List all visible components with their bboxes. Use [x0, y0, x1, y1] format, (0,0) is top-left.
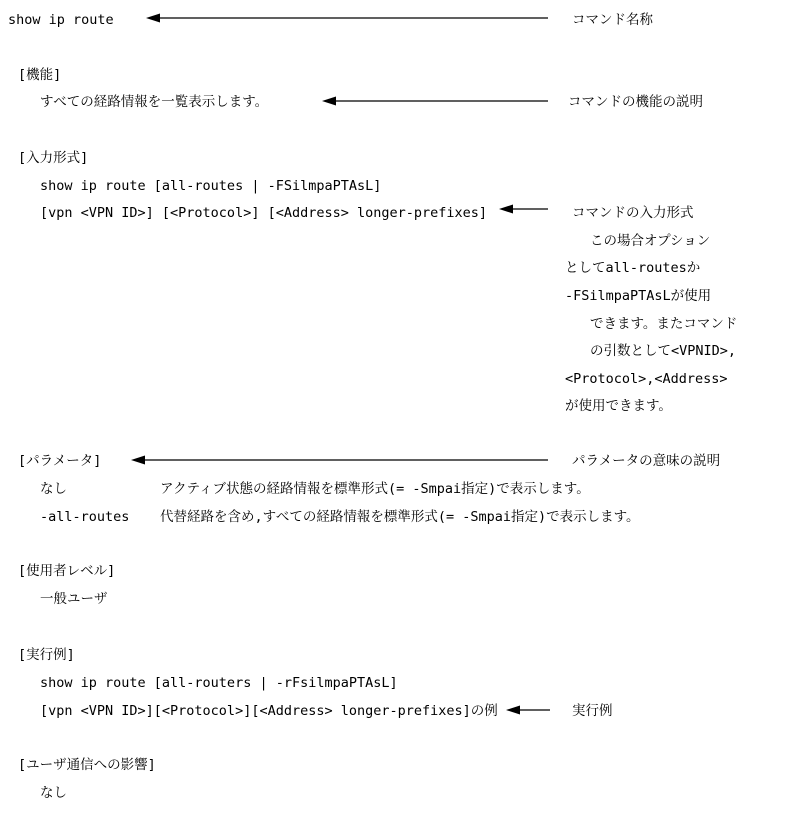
- impact-text: なし: [40, 785, 67, 801]
- input-line-2: [vpn <VPN ID>] [<Protocol>] [<Address> longer-prefixes]: [40, 205, 488, 221]
- input-note-line: が使用できます。: [565, 398, 672, 414]
- label-parameter-meaning: パラメータの意味の説明: [572, 453, 721, 469]
- heading-input-format: [入力形式]: [18, 150, 89, 166]
- command-title: show ip route: [8, 12, 114, 28]
- input-note-line: <Protocol>,<Address>: [565, 371, 728, 387]
- function-text: すべての経路情報を一覧表示します。: [40, 94, 269, 110]
- arrowhead-input-format: [499, 205, 513, 214]
- input-note-line: この場合オプション: [590, 233, 711, 249]
- arrowhead-parameter-meaning: [131, 456, 145, 465]
- example-line-1: show ip route [all-routers | -rFsilmpaPTAsL]: [40, 675, 398, 691]
- label-example: 実行例: [572, 703, 613, 719]
- heading-function: [機能]: [18, 67, 62, 83]
- heading-parameters: [パラメータ]: [18, 453, 102, 469]
- heading-impact: [ユーザ通信への影響]: [18, 757, 156, 773]
- input-line-1: show ip route [all-routes | -FSilmpaPTAsL]: [40, 178, 382, 194]
- label-command-name: コマンド名称: [572, 12, 653, 28]
- input-note-line: -FSilmpaPTAsLが使用: [565, 288, 712, 304]
- user-level-text: 一般ユーザ: [40, 591, 108, 607]
- parameter-name: -all-routes: [40, 509, 130, 525]
- input-note-line: できます。またコマンド: [590, 316, 738, 332]
- example-line-2: [vpn <VPN ID>][<Protocol>][<Address> longer-prefixes]の例: [40, 703, 498, 719]
- label-command-function: コマンドの機能の説明: [568, 94, 703, 110]
- input-note-line: の引数として<VPNID>,: [590, 343, 737, 359]
- parameter-description: アクティブ状態の経路情報を標準形式(= -Smpai指定)で表示します。: [160, 481, 590, 497]
- heading-user-level: [使用者レベル]: [18, 563, 116, 579]
- input-note-line: としてall-routesか: [565, 260, 701, 276]
- parameter-description: 代替経路を含め,すべての経路情報を標準形式(= -Smpai指定)で表示します。: [160, 509, 640, 525]
- arrowhead-command-function: [322, 97, 336, 106]
- arrowhead-command-name: [146, 14, 160, 23]
- label-input-format: コマンドの入力形式: [572, 205, 694, 221]
- arrowhead-example: [506, 706, 520, 715]
- parameter-name: なし: [40, 481, 67, 497]
- heading-example: [実行例]: [18, 647, 75, 663]
